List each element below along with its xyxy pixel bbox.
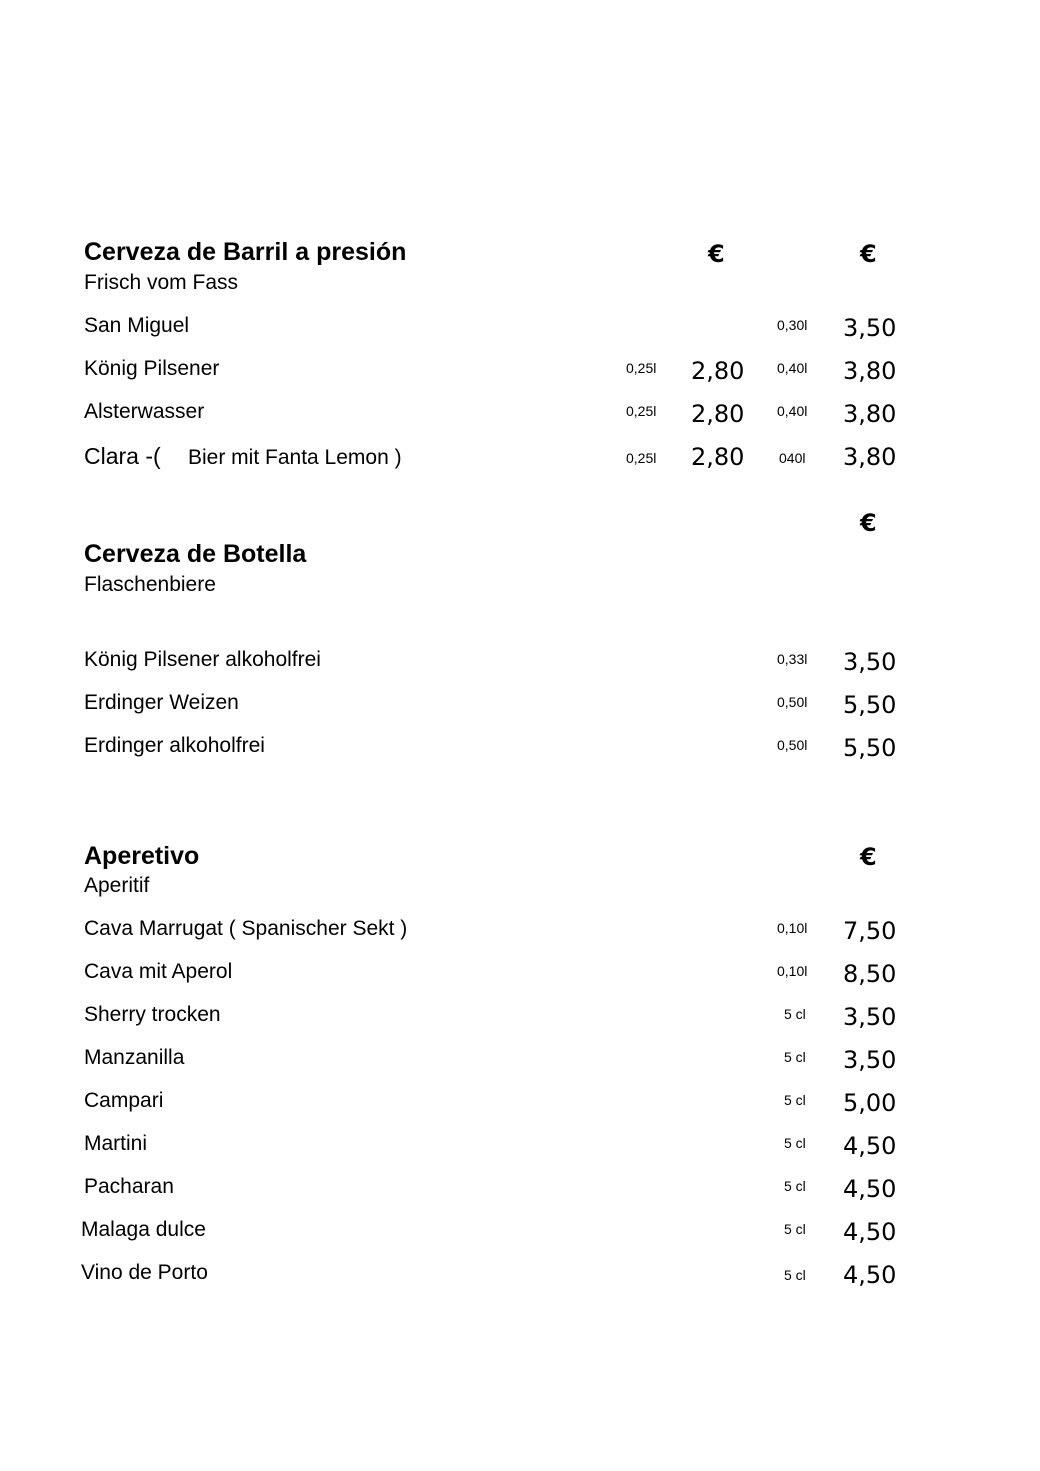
item-name: Erdinger Weizen xyxy=(84,691,239,714)
item-price-small: 2,80 xyxy=(691,357,745,385)
item-price-small: 2,80 xyxy=(691,400,745,428)
item-volume: 5 cl xyxy=(784,1092,806,1108)
currency-header: € xyxy=(860,843,877,871)
item-volume: 0,50l xyxy=(777,694,808,710)
section-title-bottled-beer: Cerveza de Botella xyxy=(84,540,307,568)
item-volume: 0,10l xyxy=(777,920,808,936)
item-volume-small: 0,25l xyxy=(626,403,657,419)
item-volume: 5 cl xyxy=(784,1221,806,1237)
item-price: 5,50 xyxy=(843,691,897,719)
item-price: 3,50 xyxy=(843,648,897,676)
section-title-aperitif: Aperetivo xyxy=(84,842,200,870)
item-volume-large: 0,40l xyxy=(777,360,808,376)
item-name: König Pilsener alkoholfrei xyxy=(84,648,321,671)
item-price: 4,50 xyxy=(843,1218,897,1246)
item-price: 4,50 xyxy=(843,1175,897,1203)
item-volume-large: 0,40l xyxy=(777,403,808,419)
item-price: 7,50 xyxy=(843,917,897,945)
item-name: Clara -( xyxy=(84,443,161,469)
item-volume: 0,50l xyxy=(777,737,808,753)
item-price: 5,50 xyxy=(843,734,897,762)
section-subtitle-aperitif: Aperitif xyxy=(84,874,150,897)
item-price: 3,50 xyxy=(843,1046,897,1074)
item-volume: 5 cl xyxy=(784,1135,806,1151)
item-price: 4,50 xyxy=(843,1132,897,1160)
item-price-large: 3,80 xyxy=(843,443,897,471)
item-price: 4,50 xyxy=(843,1261,897,1289)
item-name: Pacharan xyxy=(84,1175,174,1198)
item-name: Sherry trocken xyxy=(84,1003,221,1026)
item-name-note: Bier mit Fanta Lemon ) xyxy=(188,446,402,469)
item-price: 3,50 xyxy=(843,314,897,342)
item-price-large: 3,80 xyxy=(843,400,897,428)
item-volume-small: 0,25l xyxy=(626,450,657,466)
item-price: 8,50 xyxy=(843,960,897,988)
item-price: 3,50 xyxy=(843,1003,897,1031)
item-volume: 5 cl xyxy=(784,1178,806,1194)
item-volume: 0,33l xyxy=(777,651,808,667)
currency-header-small: € xyxy=(708,240,725,268)
item-volume: 5 cl xyxy=(784,1267,806,1283)
item-name: Campari xyxy=(84,1089,164,1112)
item-price-large: 3,80 xyxy=(843,357,897,385)
item-name: Manzanilla xyxy=(84,1046,185,1069)
section-subtitle-bottled-beer: Flaschenbiere xyxy=(84,573,216,596)
item-volume: 0,10l xyxy=(777,963,808,979)
item-name: Erdinger alkoholfrei xyxy=(84,734,265,757)
item-name: Cava mit Aperol xyxy=(84,960,233,983)
item-volume: 5 cl xyxy=(784,1006,806,1022)
item-name: Martini xyxy=(84,1132,148,1155)
item-volume: 0,30l xyxy=(777,317,808,333)
item-name: Alsterwasser xyxy=(84,400,205,423)
item-name: Cava Marrugat ( Spanischer Sekt ) xyxy=(84,917,408,940)
currency-header: € xyxy=(860,509,877,537)
section-title-draft-beer: Cerveza de Barril a presión xyxy=(84,238,407,266)
item-volume-large: 040l xyxy=(779,450,806,466)
item-volume-small: 0,25l xyxy=(626,360,657,376)
item-name: König Pilsener xyxy=(84,357,220,380)
currency-header-large: € xyxy=(860,240,877,268)
item-price-small: 2,80 xyxy=(691,443,745,471)
item-name: Vino de Porto xyxy=(81,1261,208,1284)
section-subtitle-draft-beer: Frisch vom Fass xyxy=(84,271,239,294)
item-volume: 5 cl xyxy=(784,1049,806,1065)
item-name: Malaga dulce xyxy=(81,1218,206,1241)
item-name: San Miguel xyxy=(84,314,190,337)
item-price: 5,00 xyxy=(843,1089,897,1117)
